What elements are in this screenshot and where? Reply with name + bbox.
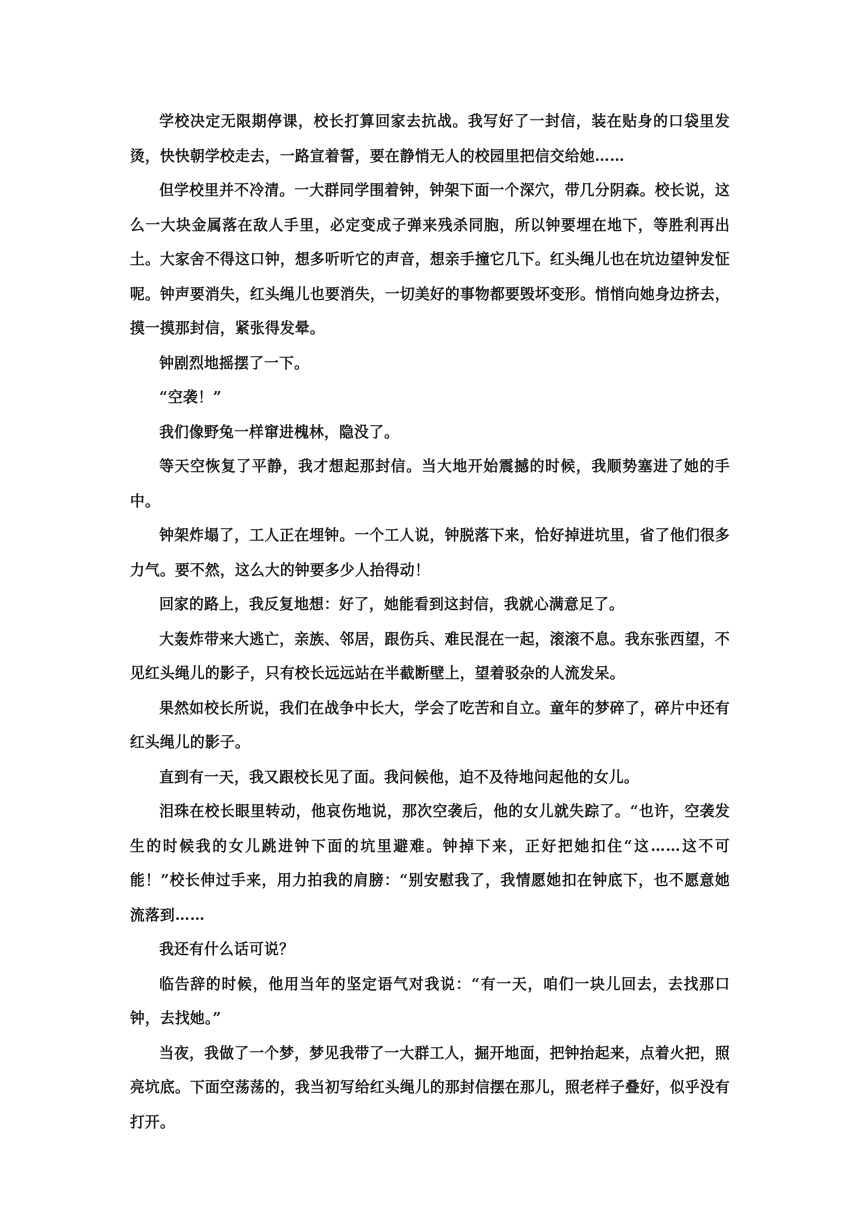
paragraph-7: 钟架炸塌了，工人正在埋钟。一个工人说，钟脱落下来，恰好掉进坑里，省了他们很多力气。要不然，这么大的钟要多少人抬得动！ (130, 527, 730, 579)
document-page (130, 105, 730, 1140)
paragraph-6: 等天空恢复了平静，我才想起那封信。当大地开始震撼的时候，我顺势塞进了她的手中。 (130, 458, 730, 510)
paragraph-11: 直到有一天，我又跟校长见了面。我问候他，迫不及待地问起他的女儿。 (159, 768, 639, 786)
paragraph-5: 我们像野兔一样窜进槐林，隐没了。 (159, 423, 400, 441)
paragraph-10: 果然如校长所说，我们在战争中长大，学会了吃苦和自立。童年的梦碎了，碎片中还有红头绳儿的影子。 (130, 699, 730, 751)
paragraph-12: 泪珠在校长眼里转动，他哀伤地说，那次空袭后，他的女儿就失踪了。“也许，空袭发生的时候我的女儿跳进钟下面的坑里避难。钟掉下来，正好把她扣住“这……这不可能！”校长伸过手来，用力拍我的肩膀：“别安慰我了，我情愿她扣在钟底下，也不愿意她流落到…… (130, 803, 730, 924)
paragraph-1: 学校决定无限期停课，校长打算回家去抗战。我写好了一封信，装在贴身的口袋里发烫，快快朝学校走去，一路宣着誓，要在静悄无人的校园里把信交给她…… (130, 113, 730, 165)
paragraph-9: 大轰炸带来大逃亡，亲族、邻居，跟伤兵、难民混在一起，滚滚不息。我东张西望，不见红头绳儿的影子，只有校长远远站在半截断壁上，望着驳杂的人流发呆。 (130, 630, 730, 682)
paragraph-4: “空袭！” (159, 389, 222, 406)
paragraph-13: 我还有什么话可说？ (159, 941, 295, 958)
paragraph-2: 但学校里并不冷清。一大群同学围着钟，钟架下面一个深穴，带几分阴森。校长说，这么一大块金属落在敌人手里，必定变成子弹来残杀同胞，所以钟要埋在地下，等胜利再出土。大家舍不得这口钟，想多听听它的声音，想亲手撞它几下。红头绳儿也在坑边望钟发怔呢。钟声要消失，红头绳儿也要消失，一切美好的事物都要毁坏变形。悄悄向她身边挤去，摸一摸那封信，紧张得发晕。 (130, 182, 730, 337)
paragraph-15: 当夜，我做了一个梦，梦见我带了一大群工人，掘开地面，把钟抬起来，点着火把，照亮坑底。下面空荡荡的，我当初写给红头绳儿的那封信摆在那儿，照老样子叠好，似乎没有打开。 (130, 1044, 730, 1131)
paragraph-14: 临告辞的时候，他用当年的坚定语气对我说：“有一天，咱们一块儿回去，去找那口钟，去找她。” (130, 975, 730, 1027)
paragraph-3: 钟剧烈地摇摆了一下。 (159, 354, 310, 372)
paragraph-8: 回家的路上，我反复地想：好了，她能看到这封信，我就心满意足了。 (159, 596, 624, 613)
